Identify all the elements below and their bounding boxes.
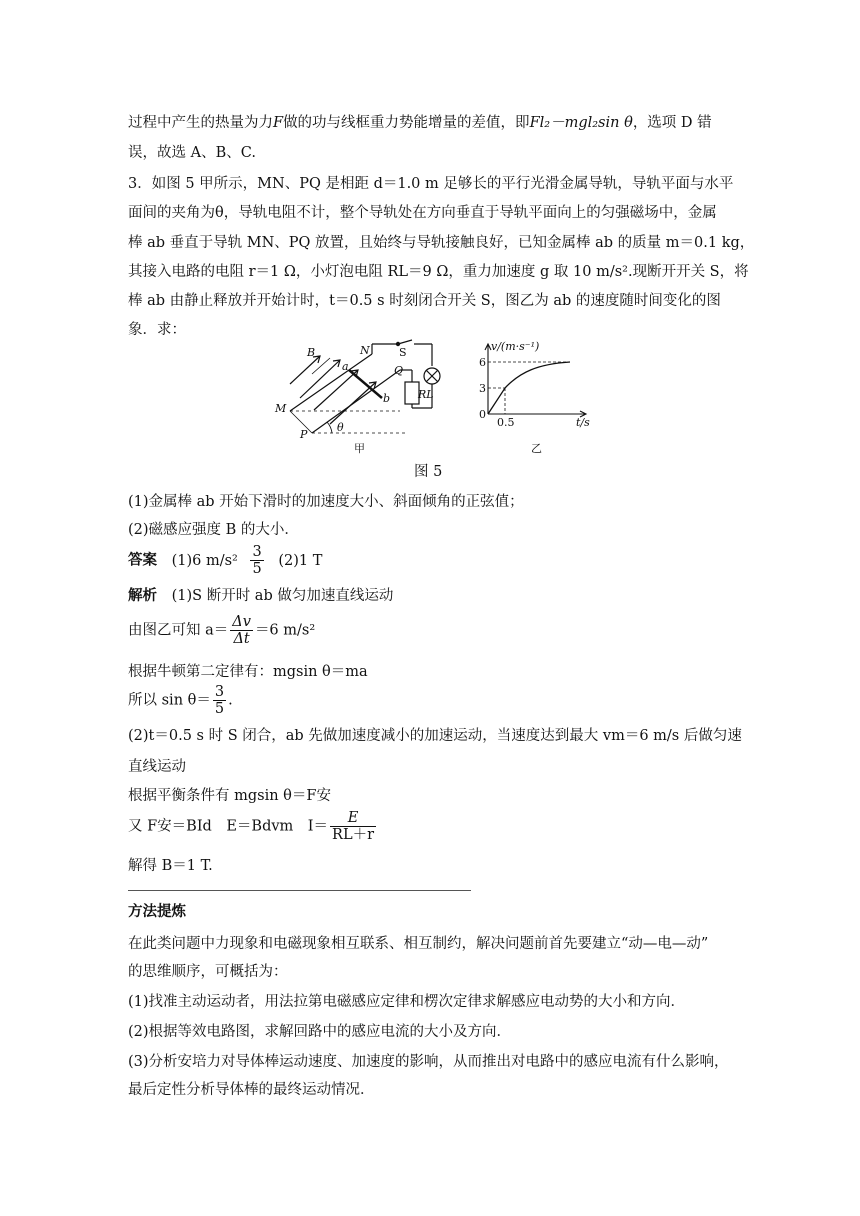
method-title: 方法提炼 <box>128 904 186 920</box>
solution-line-7: 根据平衡条件有 mgsin θ＝F安 <box>128 788 331 804</box>
solution-fraction-current: $\frac{E}{RL+r}$ <box>332 810 375 843</box>
answer-fraction: $\frac{3}{5}$ <box>252 544 262 577</box>
answer-label: 答案 <box>128 552 157 569</box>
solution-label: 解析 <box>128 588 157 604</box>
answer-part-2: (2)1 T <box>278 552 323 569</box>
figure-caption: 图 5 <box>414 464 443 480</box>
method-line-3: (1)找准主动运动者，用法拉第电磁感应定律和楞次定律求解感应电动势的大小和方向． <box>128 994 686 1010</box>
label-N: N <box>360 344 370 357</box>
intro-line-2: 误，故选 A、B、C. <box>128 145 256 161</box>
solution-text: (1)S 断开时 ab 做匀加速直线运动 <box>171 588 394 604</box>
label-B: B <box>307 346 316 359</box>
intro-line-1 <box>128 113 712 133</box>
method-line-1: 在此类问题中力现象和电磁现象相互联系、相互制约，解决问题前首先要建立“动—电—动” <box>128 936 709 952</box>
intro-text: 做的功与线框重力势能增量的差值，即 <box>283 115 530 131</box>
question-2: (2)磁感应强度 B 的大小． <box>128 522 299 538</box>
answer-line <box>128 544 322 577</box>
solution-fraction-sin: $\frac{3}{5}$ <box>214 684 225 717</box>
problem-line-1: 3．如图 5 甲所示，MN、PQ 是相距 d＝1.0 m 足够长的平行光滑金属导轨，导轨平面与水平 <box>128 176 734 192</box>
origin-label: 0 <box>479 408 486 421</box>
problem-line-3: 棒 ab 垂直于导轨 MN、PQ 放置，且始终与导轨接触良好，已知金属棒 ab 的质量 m＝0.1 kg， <box>128 235 755 251</box>
rail-mn <box>290 354 372 411</box>
figure-5 <box>0 336 860 466</box>
solution-line-1 <box>128 586 393 606</box>
solution-line-5: (2)t＝0.5 s 时 S 闭合，ab 先做加速度减小的加速运动，当速度达到最大 vm＝6 m/s 后做匀速 <box>128 728 742 744</box>
rod-ab <box>349 370 382 398</box>
method-line-6: 最后定性分析导体棒的最终运动情况． <box>128 1082 375 1098</box>
x-axis-label: t/s <box>576 416 590 429</box>
solution-line-2 <box>128 614 315 647</box>
label-Q: Q <box>394 364 404 377</box>
label-a: a <box>342 360 349 373</box>
label-theta: θ <box>337 421 344 434</box>
answer-part-1: (1)6 m/s² <box>171 552 238 569</box>
label-M: M <box>275 402 287 415</box>
solution-text: 又 F安＝BId E＝Bdvm I＝ <box>128 818 329 835</box>
label-P: P <box>300 428 308 441</box>
divider <box>128 890 471 891</box>
y-tick-3: 3 <box>479 382 486 395</box>
label-jia: 甲 <box>354 442 365 455</box>
intro-text: 过程中产生的热量为力 <box>128 115 273 131</box>
solution-text: 所以 sin θ＝ <box>128 692 211 709</box>
question-1: (1)金属棒 ab 开始下滑时的加速度大小、斜面倾角的正弦值； <box>128 494 524 510</box>
solution-text: 由图乙可知 a＝ <box>128 622 229 639</box>
solution-line-8 <box>128 810 378 843</box>
graph-labels <box>479 340 590 455</box>
y-axis-label: v/(m·s⁻¹) <box>491 340 540 353</box>
intro-text: ，选项 D 错 <box>632 115 712 131</box>
label-yi: 乙 <box>531 442 542 455</box>
y-tick-6: 6 <box>479 356 486 369</box>
velocity-time-graph <box>485 344 586 417</box>
solution-line-3: 根据牛顿第二定律有：mgsin θ＝ma <box>128 664 368 680</box>
problem-line-5: 棒 ab 由静止释放并开始计时，t＝0.5 s 时刻闭合开关 S，图乙为 ab 的速度随时间变化的图 <box>128 293 721 309</box>
solution-line-4 <box>128 684 233 717</box>
x-tick-05: 0.5 <box>497 416 515 429</box>
method-line-5: (3)分析安培力对导体棒运动速度、加速度的影响，从而推出对电路中的感应电流有什么影响， <box>128 1054 729 1070</box>
label-b: b <box>383 392 391 405</box>
problem-line-6: 象．求： <box>128 322 186 338</box>
problem-line-2: 面间的夹角为θ，导轨电阻不计，整个导轨处在方向垂直于导轨平面向上的匀强磁场中，金属 <box>128 205 717 221</box>
method-line-4: (2)根据等效电路图，求解回路中的感应电流的大小及方向． <box>128 1024 512 1040</box>
label-RL: RL <box>418 388 434 401</box>
solution-line-9: 解得 B＝1 T. <box>128 858 213 874</box>
solution-text: ＝6 m/s² <box>254 622 316 639</box>
label-S: S <box>399 346 407 359</box>
solution-text: . <box>228 692 233 709</box>
solution-line-6: 直线运动 <box>128 759 186 775</box>
force-symbol: F <box>273 115 284 131</box>
problem-line-4: 其接入电路的电阻 r＝1 Ω，小灯泡电阻 RL＝9 Ω，重力加速度 g 取 10 m/s².现断开开关 S，将 <box>128 264 749 280</box>
intro-formula: Fl₂－mgl₂sin θ <box>529 115 633 131</box>
method-line-2: 的思维顺序，可概括为： <box>128 964 288 980</box>
solution-fraction-a: $\frac{\Delta v}{\Delta t}$ <box>232 614 251 647</box>
